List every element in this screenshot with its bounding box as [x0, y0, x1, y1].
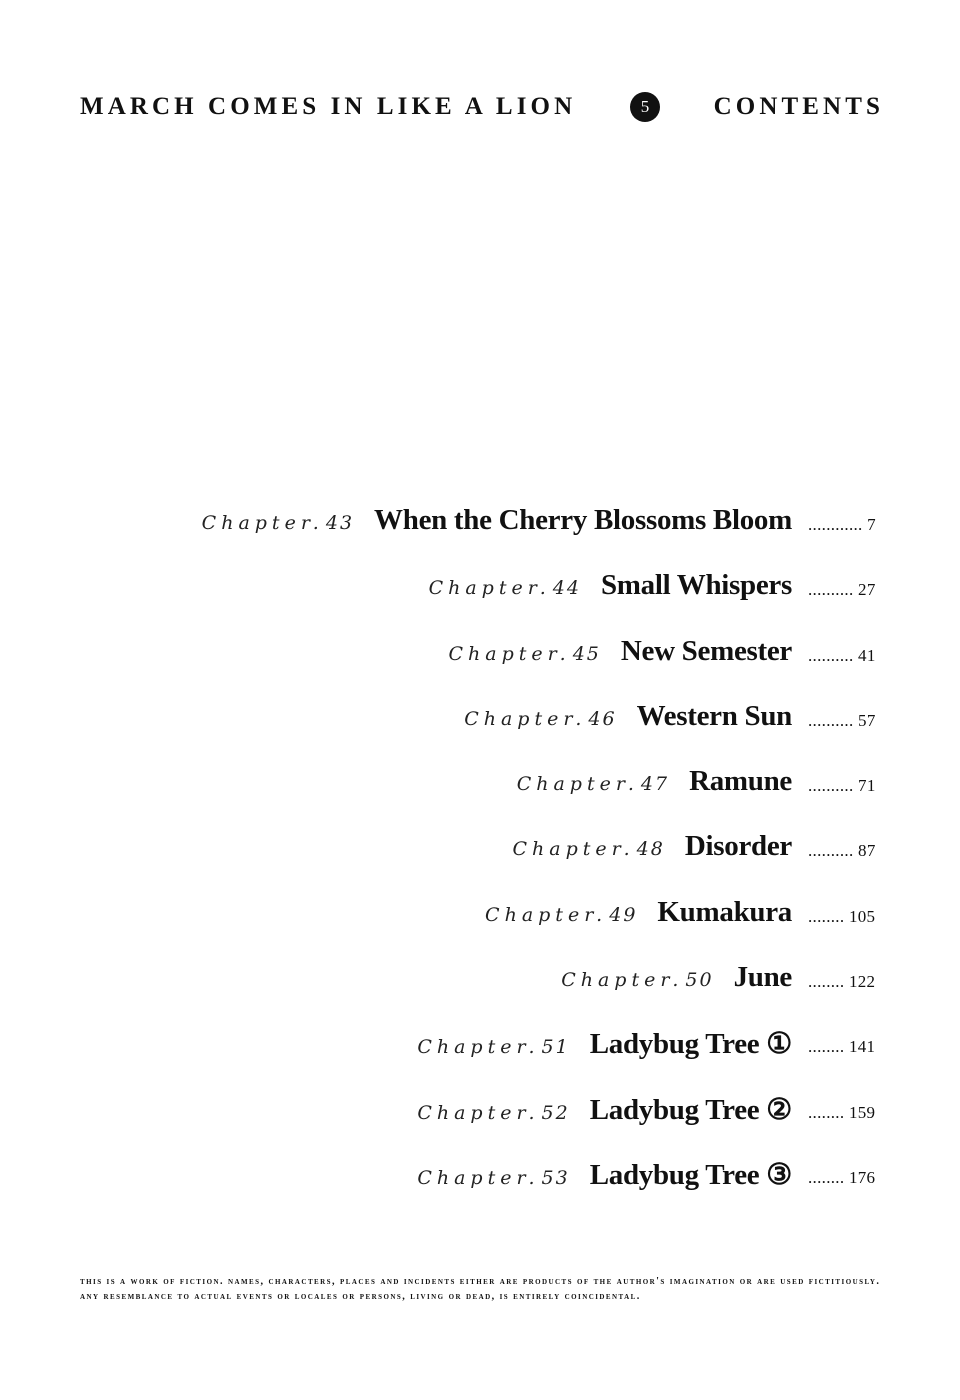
toc-row-50	[0, 949, 960, 1014]
page-number: ........ 176	[808, 1167, 876, 1187]
chapter-prefix: Chapter.	[417, 1166, 540, 1189]
chapter-title: Ladybug Tree ③	[589, 1158, 792, 1191]
toc-row-49	[0, 884, 960, 949]
toc-row-48	[0, 818, 960, 883]
chapter-prefix: Chapter.	[448, 642, 571, 665]
fiction-disclaimer: this is a work of fiction. names, characters, places and incidents either are products of the author's imagination or are used fictitiously. any resemblance to actual events or locales or persons, living or dead, is entirely coincidental.	[80, 1276, 881, 1302]
toc-row-44	[0, 557, 960, 622]
contents-label: CONTENTS	[713, 93, 884, 120]
chapter-number: 53	[541, 1166, 570, 1189]
table-of-contents	[0, 492, 960, 1210]
chapter-title: Ladybug Tree ②	[589, 1093, 792, 1126]
chapter-number: 48	[636, 838, 665, 861]
page-number: ........ 141	[808, 1037, 876, 1057]
book-title: MARCH COMES IN LIKE A LION	[80, 93, 577, 120]
chapter-number: 46	[588, 707, 617, 730]
chapter-number: 47	[640, 773, 670, 796]
chapter-number: 51	[541, 1036, 570, 1059]
chapter-title: Small Whispers	[600, 569, 792, 602]
chapter-title: Western Sun	[636, 699, 792, 732]
chapter-prefix: Chapter.	[201, 512, 324, 534]
chapter-prefix: Chapter.	[464, 707, 587, 730]
chapter-number: 45	[572, 642, 601, 665]
page-header	[80, 92, 884, 122]
chapter-number: 50	[685, 969, 714, 992]
page-number: .......... 87	[808, 841, 876, 861]
chapter-prefix: Chapter.	[417, 1101, 540, 1124]
page-number: ........ 159	[808, 1102, 876, 1122]
chapter-prefix: Chapter.	[516, 773, 639, 796]
chapter-title: June	[733, 961, 792, 994]
page-number: ........ 122	[808, 972, 876, 992]
chapter-prefix: Chapter.	[512, 838, 635, 861]
chapter-number: 43	[325, 512, 355, 534]
chapter-number: 52	[541, 1101, 570, 1124]
chapter-title: Ladybug Tree ①	[589, 1028, 792, 1061]
chapter-title: Ramune	[689, 765, 792, 798]
toc-row-52	[0, 1080, 960, 1145]
page-number: .......... 41	[808, 645, 876, 665]
toc-row-43	[0, 492, 960, 557]
toc-row-45	[0, 623, 960, 688]
chapter-title: Kumakura	[657, 895, 792, 928]
chapter-number: 49	[609, 903, 638, 926]
toc-row-51	[0, 1014, 960, 1079]
chapter-prefix: Chapter.	[428, 577, 551, 600]
chapter-title: New Semester	[620, 634, 792, 667]
page-number: ............ 7	[808, 515, 876, 534]
toc-row-47	[0, 753, 960, 818]
chapter-title: When the Cherry Blossoms Bloom	[374, 504, 792, 536]
page-number: ........ 105	[808, 906, 876, 926]
chapter-prefix: Chapter.	[561, 969, 684, 992]
toc-row-53	[0, 1145, 960, 1210]
chapter-prefix: Chapter.	[485, 903, 608, 926]
volume-badge: 5	[630, 92, 660, 122]
toc-row-46	[0, 688, 960, 753]
page-number: .......... 57	[808, 710, 876, 730]
page-number: .......... 71	[808, 776, 876, 796]
chapter-prefix: Chapter.	[417, 1036, 540, 1059]
page-number: .......... 27	[808, 580, 876, 600]
chapter-number: 44	[552, 577, 581, 600]
chapter-title: Disorder	[684, 830, 792, 863]
